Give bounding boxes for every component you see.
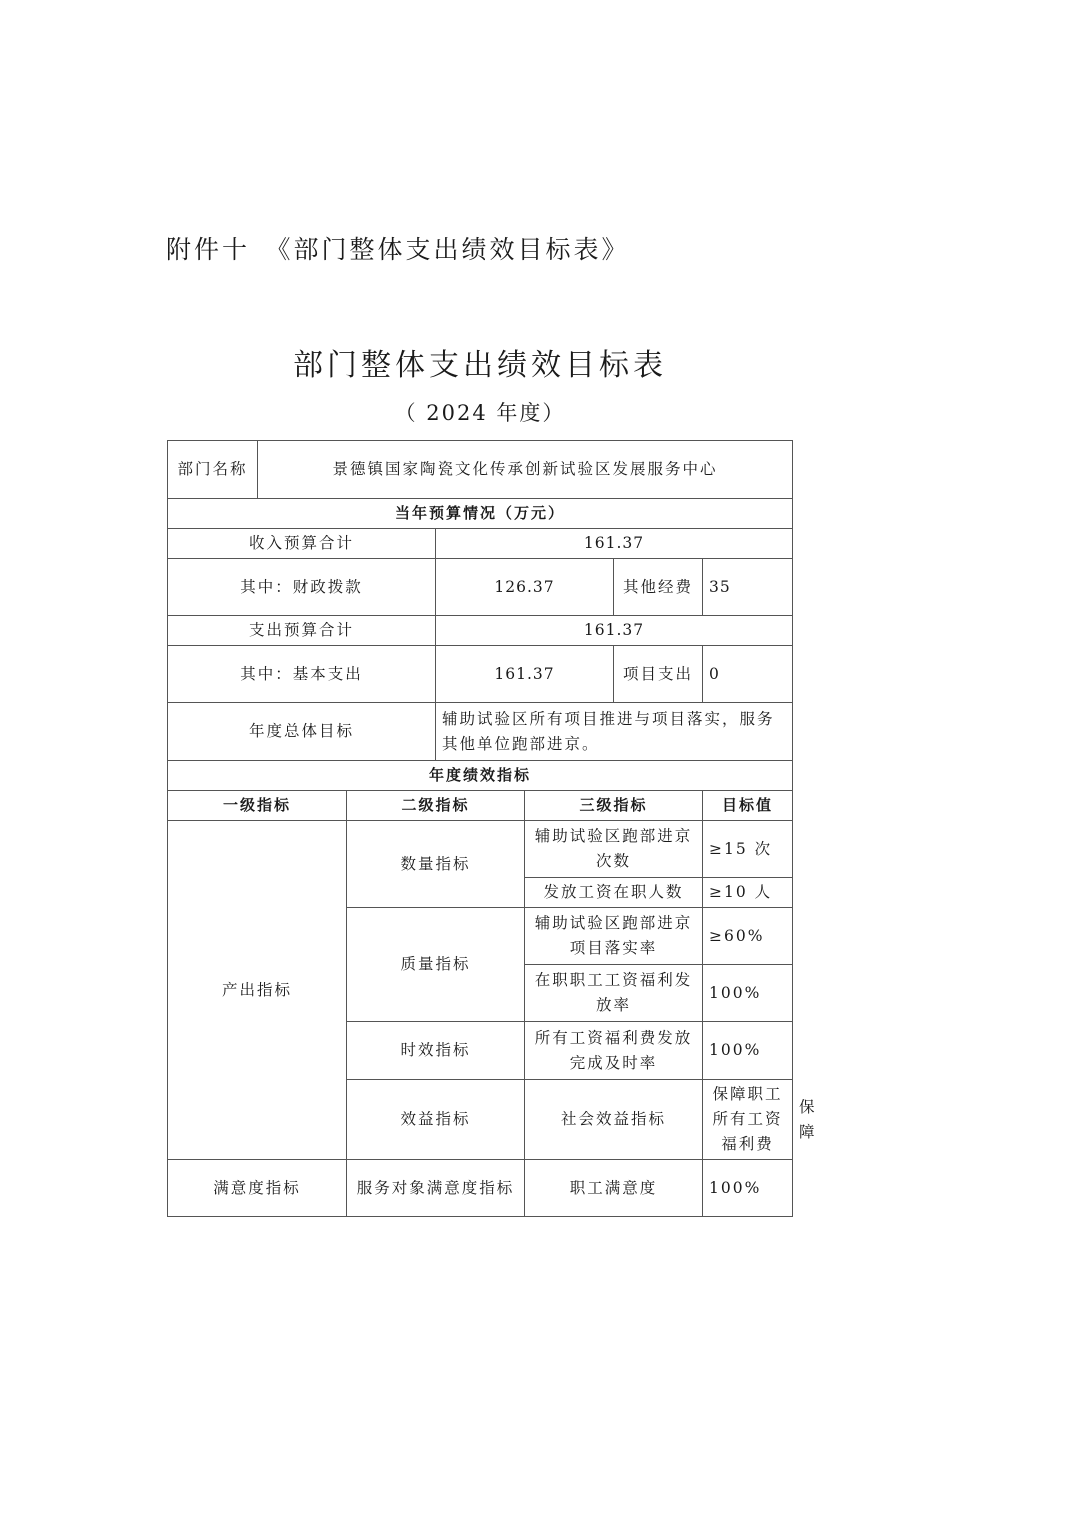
table-row: 效益指标 社会效益指标 保障职工所有工资福利费 保障 bbox=[168, 1080, 793, 1160]
fiscal-label: 其中：财政拨款 bbox=[168, 559, 436, 616]
budget-section-title: 当年预算情况（万元） bbox=[168, 499, 793, 529]
level3-cell: 发放工资在职人数 bbox=[525, 878, 703, 908]
header-level1: 一级指标 bbox=[168, 791, 347, 821]
benefit-indicator-label: 效益指标 bbox=[347, 1080, 525, 1160]
other-fund-value: 35 bbox=[703, 559, 793, 616]
level3-cell: 在职职工工资福利发放率 bbox=[525, 965, 703, 1022]
target-cell: 100% bbox=[703, 1160, 793, 1217]
project-expense-value: 0 bbox=[703, 646, 793, 703]
indicator-header-row bbox=[168, 791, 793, 821]
annual-goal-value: 辅助试验区所有项目推进与项目落实，服务其他单位跑部进京。 bbox=[436, 703, 793, 761]
fiscal-row bbox=[168, 559, 793, 616]
expense-total-value: 161.37 bbox=[436, 616, 793, 646]
income-total-label: 收入预算合计 bbox=[168, 529, 436, 559]
timeliness-indicator-label: 时效指标 bbox=[347, 1022, 525, 1080]
basic-expense-value: 161.37 bbox=[436, 646, 614, 703]
quality-indicator-label: 质量指标 bbox=[347, 908, 525, 1022]
level3-cell: 职工满意度 bbox=[525, 1160, 703, 1217]
basic-expense-row bbox=[168, 646, 793, 703]
target-cell: 100% bbox=[703, 965, 793, 1022]
header-level3: 三级指标 bbox=[525, 791, 703, 821]
basic-expense-label: 其中：基本支出 bbox=[168, 646, 436, 703]
social-benefit-label: 社会效益指标 bbox=[525, 1080, 703, 1160]
fiscal-value: 126.37 bbox=[436, 559, 614, 616]
level3-cell: 所有工资福利费发放完成及时率 bbox=[525, 1022, 703, 1080]
level3-cell: 辅助试验区跑部进京项目落实率 bbox=[525, 908, 703, 965]
dept-name-value: 景德镇国家陶瓷文化传承创新试验区发展服务中心 bbox=[258, 441, 793, 499]
expense-total-row bbox=[168, 616, 793, 646]
target-cell: ≥60% bbox=[703, 908, 793, 965]
output-indicator-label: 产出指标 bbox=[168, 821, 347, 1160]
service-satisfaction-label: 服务对象满意度指标 bbox=[347, 1160, 525, 1217]
page-title: 部门整体支出绩效目标表 bbox=[293, 348, 667, 383]
target-cell: 100% bbox=[703, 1022, 793, 1080]
other-fund-label: 其他经费 bbox=[614, 559, 703, 616]
dept-name-label: 部门名称 bbox=[168, 441, 258, 499]
table-row bbox=[168, 1160, 793, 1217]
header-target: 目标值 bbox=[703, 791, 793, 821]
annual-goal-row bbox=[168, 703, 793, 761]
performance-table bbox=[167, 440, 817, 1217]
level3-cell: 辅助试验区跑部进京次数 bbox=[525, 821, 703, 878]
expense-total-label: 支出预算合计 bbox=[168, 616, 436, 646]
indicator-section-row bbox=[168, 761, 793, 791]
indicator-section-title: 年度绩效指标 bbox=[168, 761, 793, 791]
target-cell: ≥10 人 bbox=[703, 878, 793, 908]
dept-row bbox=[168, 441, 793, 499]
level3-cell: 保障职工所有工资福利费 bbox=[703, 1080, 793, 1160]
header-level2: 二级指标 bbox=[347, 791, 525, 821]
annual-goal-label: 年度总体目标 bbox=[168, 703, 436, 761]
attachment-heading: 附件十 《部门整体支出绩效目标表》 bbox=[166, 235, 630, 264]
table-row bbox=[168, 821, 793, 878]
budget-section-row bbox=[168, 499, 793, 529]
quantity-indicator-label: 数量指标 bbox=[347, 821, 525, 908]
satisfaction-indicator-label: 满意度指标 bbox=[168, 1160, 347, 1217]
project-expense-label: 项目支出 bbox=[614, 646, 703, 703]
income-total-row bbox=[168, 529, 793, 559]
income-total-value: 161.37 bbox=[436, 529, 793, 559]
target-cell: ≥15 次 bbox=[703, 821, 793, 878]
year-line: （ 2024 年度） bbox=[394, 401, 566, 425]
